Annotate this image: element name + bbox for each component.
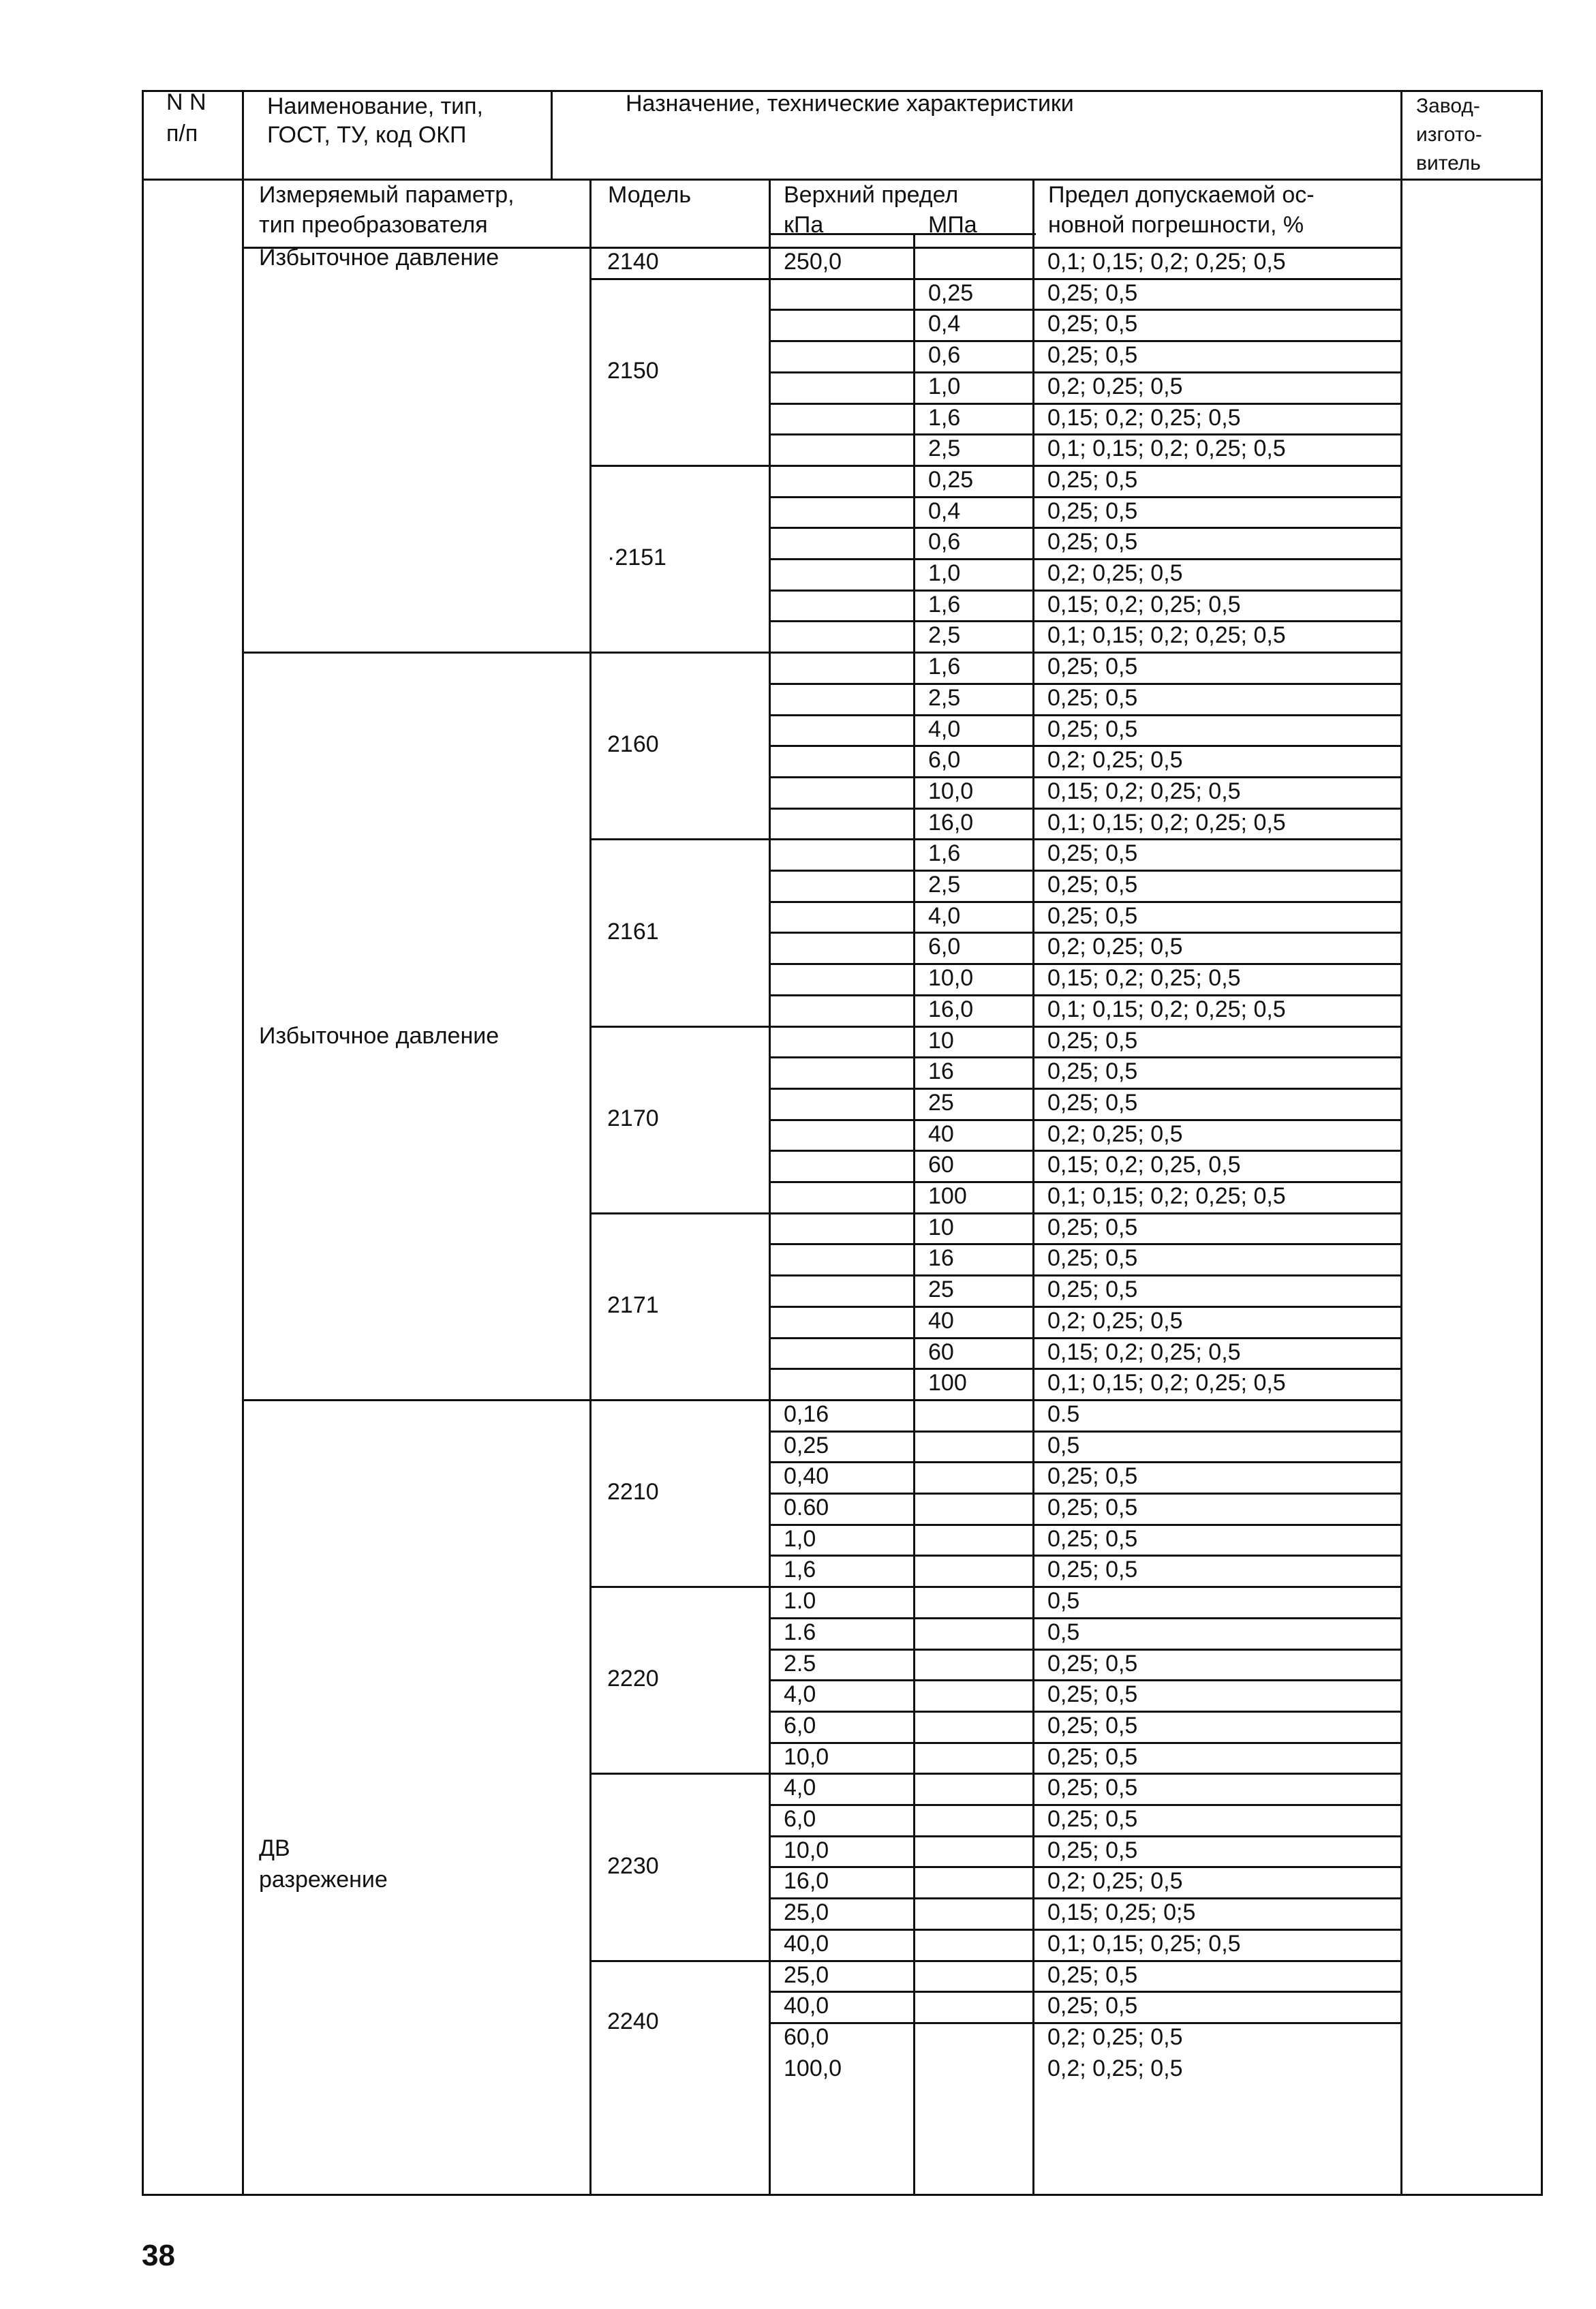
kpa-cell: 1.6 <box>784 1619 816 1645</box>
mpa-cell: 60 <box>928 1339 954 1365</box>
error-limit-cell: 0,2; 0,25; 0,5 <box>1047 373 1183 399</box>
error-limit-header-line2: новной погрешности, % <box>1048 212 1304 238</box>
parameter-section-divider <box>242 652 589 654</box>
mpa-cell: 10,0 <box>928 965 974 992</box>
error-limit-cell: 0,25; 0,5 <box>1047 311 1138 337</box>
manufacturer-header-line1: Завод- <box>1416 95 1480 117</box>
mpa-cell: 25 <box>928 1089 954 1116</box>
mpa-cell: 1,0 <box>928 560 961 586</box>
error-limit-cell: 0,25; 0,5 <box>1047 716 1138 742</box>
mpa-cell: 6,0 <box>928 934 961 960</box>
upper-limit-header: Верхний предел <box>784 182 959 208</box>
error-limit-cell: 0,2; 0,25; 0,5 <box>1047 747 1183 774</box>
kpa-cell: 16,0 <box>784 1868 829 1895</box>
model-cell: 2150 <box>607 357 659 384</box>
model-group-divider <box>589 1212 769 1214</box>
error-limit-cell: 0,15; 0,2; 0,25; 0,5 <box>1047 1339 1241 1365</box>
nn-header-line2: п/п <box>166 121 198 147</box>
name-header-line2: ГОСТ, ТУ, код ОКП <box>267 122 467 148</box>
error-limit-cell: 0,25; 0,5 <box>1047 1743 1138 1770</box>
kpa-cell: 60,0 <box>784 2023 829 2050</box>
kpa-cell: 0,40 <box>784 1463 829 1490</box>
error-limit-cell: 0,15; 0,25; 0;5 <box>1047 1899 1196 1926</box>
error-limit-cell: 0,25; 0,5 <box>1047 684 1138 711</box>
mpa-cell: 2,5 <box>928 435 961 462</box>
nn-column-divider <box>242 90 244 2196</box>
error-limit-cell: 0,2; 0,25; 0,5 <box>1047 934 1183 960</box>
error-limit-cell: 0,25; 0,5 <box>1047 1245 1138 1272</box>
error-limit-cell: 0,25; 0,5 <box>1047 840 1138 867</box>
model-cell: 2240 <box>607 2008 659 2035</box>
kpa-cell: 0.60 <box>784 1495 829 1520</box>
error-limit-cell: 0,2; 0,25; 0,5 <box>1047 1120 1183 1147</box>
mpa-cell: 16 <box>928 1058 954 1085</box>
table-row-divider <box>769 1431 1400 1433</box>
model-group-divider <box>589 465 769 467</box>
error-limit-cell: 0,2; 0,25; 0,5 <box>1047 1307 1183 1334</box>
error-limit-cell: 0,1; 0,15; 0,2; 0,25; 0,5 <box>1047 435 1286 462</box>
mpa-cell: 1,6 <box>928 654 961 680</box>
model-cell: 2230 <box>607 1852 659 1879</box>
mpa-cell: 1,6 <box>928 840 961 867</box>
mpa-cell: 4,0 <box>928 902 961 929</box>
model-group-divider <box>589 1586 769 1588</box>
mpa-cell: 1,0 <box>928 373 961 399</box>
error-limit-cell: 0,25; 0,5 <box>1047 654 1138 680</box>
error-limit-cell: 0,15; 0,2; 0,25; 0,5 <box>1047 404 1241 431</box>
mpa-cell: 40 <box>928 1120 954 1147</box>
param-label-overpressure-1: Избыточное давление <box>259 245 500 271</box>
error-limit-cell: 0,25; 0,5 <box>1047 1089 1138 1116</box>
model-header: Модель <box>608 182 692 208</box>
error-limit-cell: 0,1; 0,15; 0,2; 0,25; 0,5 <box>1047 1370 1286 1396</box>
kpa-cell: 10,0 <box>784 1837 829 1863</box>
param-header-line2: тип преобразователя <box>259 212 488 238</box>
kpa-cell: 0,25 <box>784 1432 829 1458</box>
mpa-cell: 10 <box>928 1214 954 1240</box>
kpa-cell: 0,16 <box>784 1401 829 1427</box>
error-limit-cell: 0,25; 0,5 <box>1047 1214 1138 1240</box>
mpa-cell: 0,4 <box>928 311 961 337</box>
kpa-cell: 6,0 <box>784 1806 816 1832</box>
model-cell: 2171 <box>607 1291 659 1318</box>
error-limit-cell: 0,1; 0,15; 0,2; 0,25; 0,5 <box>1047 1183 1286 1209</box>
kpa-cell: 10,0 <box>784 1743 829 1770</box>
mpa-cell: 1,6 <box>928 591 961 617</box>
mpa-cell: 16,0 <box>928 996 974 1022</box>
model-cell: 2161 <box>607 918 659 945</box>
error-limit-cell: 0,25; 0,5 <box>1047 1525 1138 1552</box>
manufacturer-header-line3: витель <box>1416 152 1481 174</box>
error-limit-cell: 0,5 <box>1047 1619 1080 1645</box>
param-label-dv: ДВ <box>259 1835 290 1861</box>
mpa-cell: 0,6 <box>928 529 961 555</box>
kpa-cell: 2.5 <box>784 1650 816 1677</box>
model-group-divider <box>589 278 769 280</box>
mpa-cell: 2,5 <box>928 872 961 898</box>
error-limit-cell: 0,2; 0,25; 0,5 <box>1047 2055 1183 2081</box>
error-limit-cell: 0,25; 0,5 <box>1047 1681 1138 1708</box>
error-limit-cell: 0,1; 0,15; 0,2; 0,25; 0,5 <box>1047 249 1286 275</box>
error-limit-cell: 0,2; 0,25; 0,5 <box>1047 1868 1183 1895</box>
mpa-cell: 60 <box>928 1152 954 1178</box>
error-limit-cell: 0,25; 0,5 <box>1047 1775 1138 1801</box>
error-limit-cell: 0,15; 0,2; 0,25; 0,5 <box>1047 778 1241 804</box>
kpa-cell: 100,0 <box>784 2055 842 2081</box>
kpa-header: кПа <box>784 212 824 238</box>
error-limit-cell: 0,5 <box>1047 1588 1080 1615</box>
error-limit-cell: 0,25; 0,5 <box>1047 1961 1138 1988</box>
error-column-divider <box>1032 179 1034 2196</box>
mpa-cell: 0,25 <box>928 279 974 306</box>
error-limit-cell: 0,25; 0,5 <box>1047 1276 1138 1303</box>
model-group-divider <box>589 1399 769 1401</box>
error-limit-cell: 0,25; 0,5 <box>1047 1557 1138 1583</box>
error-limit-cell: 0,5 <box>1047 1432 1080 1458</box>
table-row-divider <box>769 1617 1400 1619</box>
page-number: 38 <box>142 2239 175 2272</box>
error-limit-cell: 0,25; 0,5 <box>1047 1993 1138 2019</box>
table-row-divider <box>769 1399 1400 1401</box>
error-limit-cell: 0,25; 0,5 <box>1047 1806 1138 1832</box>
mpa-cell: 2,5 <box>928 684 961 711</box>
kpa-cell: 25,0 <box>784 1961 829 1988</box>
model-cell: 2170 <box>607 1105 659 1131</box>
model-group-divider <box>589 1773 769 1775</box>
kpa-cell: 4,0 <box>784 1681 816 1708</box>
error-limit-cell: 0.5 <box>1047 1401 1080 1427</box>
model-group-divider <box>589 838 769 840</box>
model-cell: 2210 <box>607 1479 659 1505</box>
error-limit-cell: 0,25; 0,5 <box>1047 342 1138 369</box>
mpa-cell: 0,6 <box>928 342 961 369</box>
model-column-divider <box>589 179 592 2196</box>
error-limit-cell: 0,25; 0,5 <box>1047 1027 1138 1054</box>
model-cell: 2160 <box>607 731 659 758</box>
manufacturer-header-line2: изгото- <box>1416 123 1482 146</box>
model-group-divider <box>589 1960 769 1962</box>
model-cell: ·2151 <box>607 545 666 571</box>
error-limit-cell: 0,25; 0,5 <box>1047 1650 1138 1677</box>
model-cell: 2220 <box>607 1666 659 1692</box>
mpa-cell: 2,5 <box>928 622 961 649</box>
param-label-vacuum: разрежение <box>259 1867 388 1893</box>
error-limit-cell: 0,1; 0,15; 0,25; 0,5 <box>1047 1930 1241 1957</box>
error-limit-cell: 0,25; 0,5 <box>1047 1463 1138 1490</box>
mpa-cell: 16 <box>928 1245 954 1272</box>
kpa-cell: 4,0 <box>784 1775 816 1801</box>
table-row-divider <box>769 1586 1400 1588</box>
mpa-cell: 100 <box>928 1183 967 1209</box>
error-limit-cell: 0,25; 0,5 <box>1047 279 1138 306</box>
error-limit-cell: 0,25; 0,5 <box>1047 902 1138 929</box>
nn-header-line1: N N <box>166 89 206 115</box>
manufacturer-column-divider <box>1400 90 1402 2196</box>
kpa-cell: 1.0 <box>784 1588 816 1615</box>
kpa-cell: 1,6 <box>784 1557 816 1583</box>
error-limit-cell: 0,15; 0,2; 0,25; 0,5 <box>1047 965 1241 992</box>
kpa-cell: 6,0 <box>784 1712 816 1739</box>
error-limit-cell: 0,15; 0,2; 0,25; 0,5 <box>1047 591 1241 617</box>
mpa-cell: 10,0 <box>928 778 974 804</box>
mpa-cell: 0,4 <box>928 498 961 524</box>
mpa-cell: 100 <box>928 1370 967 1396</box>
mpa-cell: 16,0 <box>928 809 974 836</box>
kpa-cell: 250,0 <box>784 249 842 275</box>
error-limit-cell: 0,25; 0,5 <box>1047 872 1138 898</box>
mpa-cell: 6,0 <box>928 747 961 774</box>
kpa-cell: 1,0 <box>784 1525 816 1552</box>
kpa-cell: 40,0 <box>784 1930 829 1957</box>
purpose-header: Назначение, технические характеристики <box>626 91 1074 117</box>
error-limit-cell: 0,1; 0,15; 0,2; 0,25; 0,5 <box>1047 996 1286 1022</box>
error-limit-cell: 0,25; 0,5 <box>1047 1495 1138 1520</box>
model-group-divider <box>589 652 769 654</box>
param-label-overpressure-2: Избыточное давление <box>259 1023 500 1049</box>
mpa-cell: 25 <box>928 1276 954 1303</box>
mpa-cell: 0,25 <box>928 466 974 493</box>
name-header-line1: Наименование, тип, <box>267 93 484 119</box>
param-header-line1: Измеряемый параметр, <box>259 182 515 208</box>
error-limit-cell: 0,1; 0,15; 0,2; 0,25; 0,5 <box>1047 809 1286 836</box>
name-column-divider <box>551 90 553 179</box>
mpa-cell: 1,6 <box>928 404 961 431</box>
error-limit-cell: 0,25; 0,5 <box>1047 1837 1138 1863</box>
error-limit-cell: 0,2; 0,25; 0,5 <box>1047 2023 1183 2050</box>
error-limit-cell: 0,2; 0,25; 0,5 <box>1047 560 1183 586</box>
model-group-divider <box>589 1026 769 1028</box>
header-divider <box>142 179 1543 181</box>
error-limit-header-line1: Предел допускаемой ос- <box>1048 182 1315 208</box>
mpa-cell: 40 <box>928 1307 954 1334</box>
error-limit-cell: 0,25; 0,5 <box>1047 529 1138 555</box>
error-limit-cell: 0,25; 0,5 <box>1047 498 1138 524</box>
kpa-cell: 25,0 <box>784 1899 829 1926</box>
kpa-cell: 40,0 <box>784 1993 829 2019</box>
error-limit-cell: 0,25; 0,5 <box>1047 466 1138 493</box>
error-limit-cell: 0,25; 0,5 <box>1047 1712 1138 1739</box>
mpa-cell: 4,0 <box>928 716 961 742</box>
model-cell: 2140 <box>607 249 659 275</box>
mpa-cell: 10 <box>928 1027 954 1054</box>
kpa-column-divider <box>769 179 771 2196</box>
parameter-section-divider <box>242 1399 589 1401</box>
mpa-header: МПа <box>928 212 977 238</box>
error-limit-cell: 0,15; 0,2; 0,25, 0,5 <box>1047 1152 1241 1178</box>
error-limit-cell: 0,1; 0,15; 0,2; 0,25; 0,5 <box>1047 622 1286 649</box>
error-limit-cell: 0,25; 0,5 <box>1047 1058 1138 1085</box>
